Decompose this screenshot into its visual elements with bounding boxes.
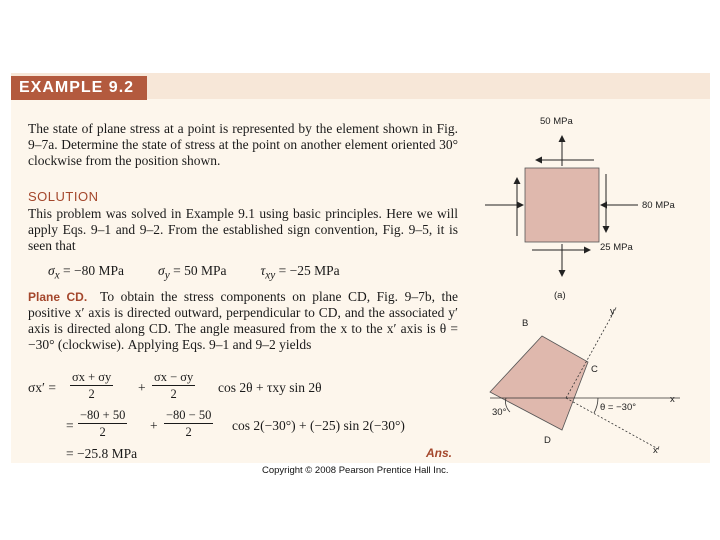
eq1-operator: + [138,380,146,395]
eq2-operator: + [150,418,158,433]
eq2-fraction-2: $\frac{-80 - 50}{2}$ [166,408,212,439]
plane-cd-label: Plane CD. [28,290,88,304]
figure-a [485,116,675,301]
label-50mpa: 50 MPa [540,116,573,127]
eq1-fraction-2: $\frac{\sigma x - \sigma y}{2}$ [154,370,194,401]
figure-b [490,306,680,456]
stress-sigma-y: $\sigma_y = 50$ MPa [158,263,227,282]
label-30deg: 30° [492,407,507,418]
copyright: Copyright © 2008 Pearson Prentice Hall Inc. [262,465,449,476]
eq1-fraction-1: $\frac{\sigma x + \sigma y}{2}$ [72,370,112,401]
answer-label: Ans. [426,446,453,460]
given-stresses [48,263,374,282]
solution-heading: SOLUTION [28,189,99,204]
stress-tau-xy: $\tau_{xy} = -25$ MPa [260,263,340,282]
theta-arc [594,398,598,413]
eq2-lead: = [66,418,74,433]
stress-element-figures [470,100,710,460]
label-25mpa: 25 MPa [600,242,633,253]
figure-a-caption: (a) [554,290,566,301]
eq1-lhs: σx′ = [28,380,56,395]
eq-result: = −25.8 MPa [66,446,138,461]
example-label: EXAMPLE 9.2 [11,76,147,100]
label-80mpa: 80 MPa [642,200,675,211]
solution-text: This problem was solved in Example 9.1 using basic principles. Here we will apply Eqs. 9–1 and 9–2. From the established sign convention, Fig. 9–5, it is seen that [28,206,458,253]
label-d: D [544,435,551,446]
label-b: B [522,318,529,329]
eq2-fraction-1: $\frac{-80 + 50}{2}$ [80,408,126,439]
label-theta: θ = −30° [600,402,637,413]
label-y-prime: y′ [610,306,617,317]
stress-sigma-x: $\sigma_x = -80$ MPa [48,263,125,282]
stress-element-square [525,168,599,242]
problem-statement: The state of plane stress at a point is represented by the element shown in Fig. 9–7a. Determine the state of stress at the point on another element oriented 30° clockwise from the position shown. [28,121,458,168]
eq1-tail: cos 2θ + τxy sin 2θ [218,380,322,395]
plane-cd-text: Plane CD. To obtain the stress components on plane CD, Fig. 9–7b, the positive x′ axis is directed outward, perpendicular to CD, and the associated y′ axis is directed along CD. The angle measured from the x to the x′ axis is θ = −30° (clockwise). Applying Eqs. 9–1 and 9–2 yields [28,289,458,352]
label-c: C [591,364,598,375]
label-x-prime: x′ [653,445,660,456]
label-x: x [670,394,675,405]
eq2-tail: cos 2(−30°) + (−25) sin 2(−30°) [232,418,405,433]
